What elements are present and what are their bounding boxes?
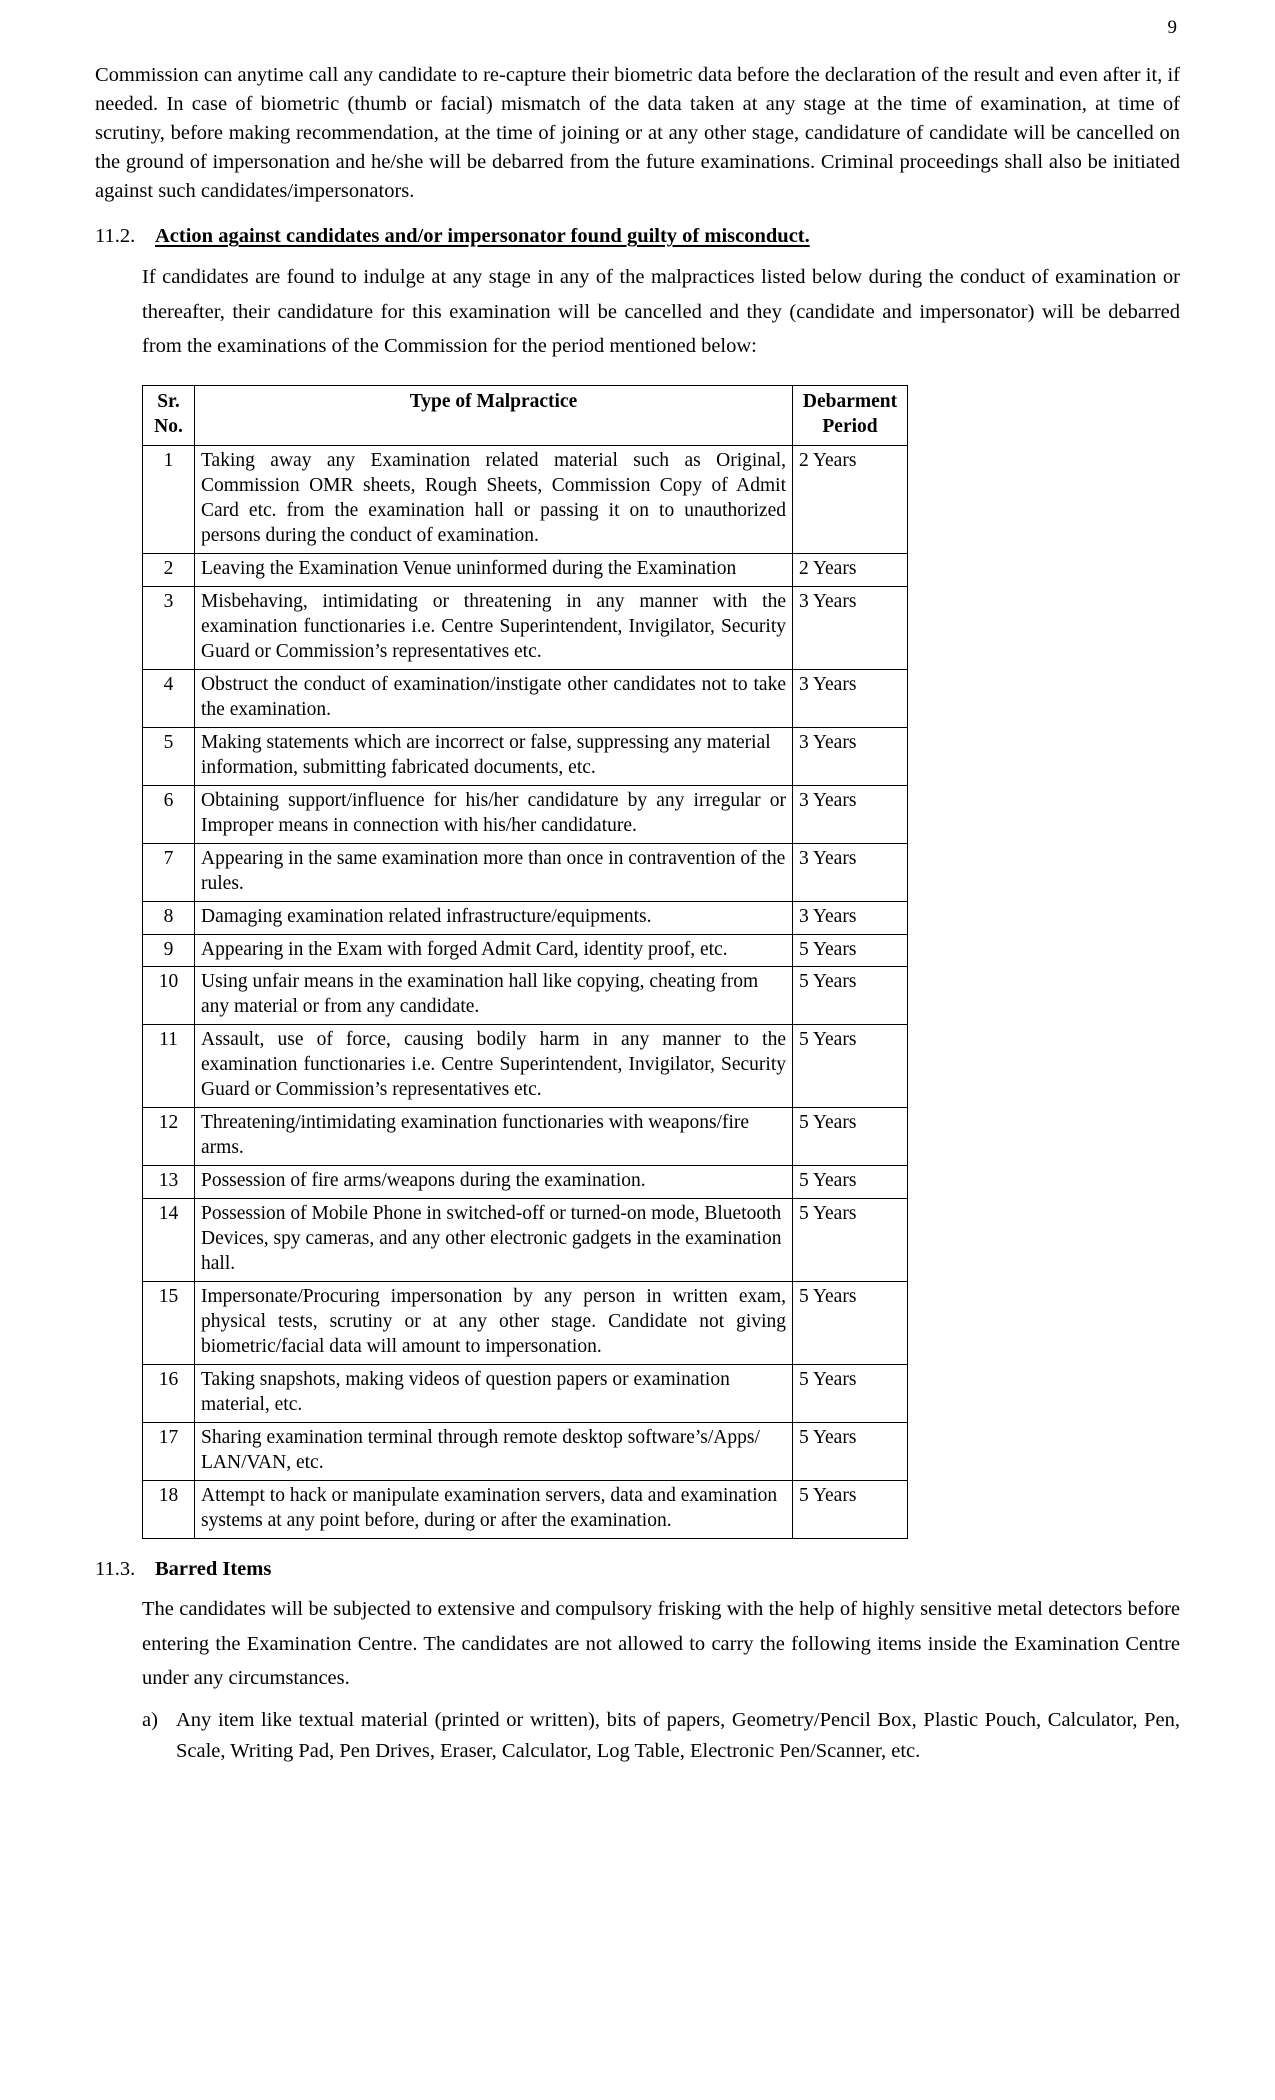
intro-paragraph: Commission can anytime call any candidate to re-capture their biometric data before the declaration of the result and even after it, if needed. In case of biometric (thumb or facial) mismatch of the data taken at any stage at the time of examination, at time of scrutiny, before making recommendation, at the time of joining or at any other stage, candidature of candidate will be cancelled on the ground of impersonation and he/she will be debarred from the future examinations. Criminal proceedings shall also be initiated against such candidates/impersonators.: [95, 63, 1180, 203]
section-11-3-paragraph: The candidates will be subjected to extensive and compulsory frisking with the help of highly sensitive metal detectors before entering the Examination Centre. The candidates are not allowed to carry the following items inside the Examination Centre under any circumstances.: [142, 1598, 1180, 1690]
cell-type: Assault, use of force, causing bodily harm in any manner to the examination functionaries i.e. Centre Superintendent, Invigilator, Security Guard or Commission’s representatives etc.: [195, 1025, 793, 1108]
table-row: [143, 1199, 908, 1282]
cell-sr-no: 14: [143, 1199, 195, 1282]
section-11-2-heading: [95, 223, 1180, 250]
cell-sr-no: 18: [143, 1480, 195, 1538]
section-11-2-title: Action against candidates and/or impersonator found guilty of misconduct.: [155, 225, 810, 248]
cell-type: Appearing in the same examination more than once in contravention of the rules.: [195, 843, 793, 901]
table-row: [143, 934, 908, 967]
sr-no-line-2: No.: [154, 416, 183, 438]
cell-sr-no: 1: [143, 446, 195, 554]
table-row: [143, 1025, 908, 1108]
column-header-sr-no: [143, 386, 195, 446]
cell-sr-no: 15: [143, 1281, 195, 1364]
cell-debarment: 5 Years: [793, 1364, 908, 1422]
cell-debarment: 3 Years: [793, 587, 908, 670]
table-row: [143, 1422, 908, 1480]
section-11-3-title: Barred Items: [155, 1557, 272, 1580]
cell-debarment: 5 Years: [793, 1281, 908, 1364]
cell-debarment: 2 Years: [793, 446, 908, 554]
cell-type: Sharing examination terminal through remote desktop software’s/Apps/ LAN/VAN, etc.: [195, 1422, 793, 1480]
cell-sr-no: 2: [143, 554, 195, 587]
cell-type: Appearing in the Exam with forged Admit Card, identity proof, etc.: [195, 934, 793, 967]
cell-sr-no: 7: [143, 843, 195, 901]
sr-no-line-1: Sr.: [157, 391, 180, 413]
cell-debarment: 5 Years: [793, 967, 908, 1025]
cell-debarment: 5 Years: [793, 1199, 908, 1282]
cell-sr-no: 6: [143, 785, 195, 843]
list-item-text: Any item like textual material (printed or written), bits of papers, Geometry/Pencil Box, Plastic Pouch, Calculator, Pen, Scale, Writing Pad, Pen Drives, Eraser, Calculator, Log Table, Electronic Pen/Scanner, etc.: [176, 1709, 1180, 1763]
table-row: [143, 1364, 908, 1422]
cell-type: Misbehaving, intimidating or threatening in any manner with the examination functionaries i.e. Centre Superintendent, Invigilator, Security Guard or Commission’s representatives etc.: [195, 587, 793, 670]
cell-debarment: 2 Years: [793, 554, 908, 587]
cell-sr-no: 9: [143, 934, 195, 967]
cell-debarment: 5 Years: [793, 1422, 908, 1480]
cell-debarment: 3 Years: [793, 843, 908, 901]
cell-sr-no: 16: [143, 1364, 195, 1422]
cell-sr-no: 4: [143, 669, 195, 727]
table-row: [143, 785, 908, 843]
cell-type: Impersonate/Procuring impersonation by any person in written exam, physical tests, scrutiny or at any other stage. Candidate not giving biometric/facial data will amount to impersonation.: [195, 1281, 793, 1364]
cell-debarment: 3 Years: [793, 901, 908, 934]
cell-sr-no: 17: [143, 1422, 195, 1480]
cell-sr-no: 8: [143, 901, 195, 934]
cell-type: Obstruct the conduct of examination/instigate other candidates not to take the examination.: [195, 669, 793, 727]
list-item: [142, 1705, 1180, 1767]
cell-type: Possession of fire arms/weapons during the examination.: [195, 1166, 793, 1199]
section-11-3-heading: [95, 1556, 1180, 1583]
debarment-line-1: Debarment: [802, 391, 898, 413]
table-row: [143, 446, 908, 554]
cell-type: Taking snapshots, making videos of question papers or examination material, etc.: [195, 1364, 793, 1422]
table-row: [143, 587, 908, 670]
cell-debarment: 3 Years: [793, 727, 908, 785]
malpractice-table-body: [143, 446, 908, 1538]
cell-type: Using unfair means in the examination hall like copying, cheating from any material or from any candidate.: [195, 967, 793, 1025]
cell-type: Taking away any Examination related material such as Original, Commission OMR sheets, Rough Sheets, Commission Copy of Admit Card etc. from the examination hall or passing it on to unauthorized persons during the conduct of examination.: [195, 446, 793, 554]
cell-type: Possession of Mobile Phone in switched-off or turned-on mode, Bluetooth Devices, spy cameras, and any other electronic gadgets in the examination hall.: [195, 1199, 793, 1282]
table-row: [143, 727, 908, 785]
table-row: [143, 1166, 908, 1199]
section-11-3-number: 11.3.: [95, 1557, 136, 1580]
table-row: [143, 1281, 908, 1364]
section-11-2-lead-paragraph: If candidates are found to indulge at any stage in any of the malpractices listed below during the conduct of examination or thereafter, their candidature for this examination will be cancelled and they (candidate and impersonator) will be debarred from the examinations of the Commission for the period mentioned below:: [142, 266, 1180, 357]
column-header-debarment-period: [793, 386, 908, 446]
cell-debarment: 5 Years: [793, 934, 908, 967]
cell-type: Making statements which are incorrect or false, suppressing any material information, submitting fabricated documents, etc.: [195, 727, 793, 785]
cell-type: Attempt to hack or manipulate examination servers, data and examination systems at any point before, during or after the examination.: [195, 1480, 793, 1538]
cell-debarment: 5 Years: [793, 1108, 908, 1166]
barred-items-list: [142, 1705, 1180, 1767]
table-row: [143, 554, 908, 587]
list-item-marker: a): [142, 1709, 158, 1732]
column-header-type-of-malpractice: Type of Malpractice: [195, 386, 793, 446]
cell-sr-no: 12: [143, 1108, 195, 1166]
table-row: [143, 1108, 908, 1166]
cell-type: Obtaining support/influence for his/her candidature by any irregular or Improper means in connection with his/her candidature.: [195, 785, 793, 843]
cell-sr-no: 11: [143, 1025, 195, 1108]
section-11-2-number: 11.2.: [95, 225, 136, 248]
cell-debarment: 3 Years: [793, 785, 908, 843]
table-row: [143, 843, 908, 901]
cell-type: Threatening/intimidating examination functionaries with weapons/fire arms.: [195, 1108, 793, 1166]
table-row: [143, 669, 908, 727]
table-row: [143, 1480, 908, 1538]
table-header-row: [143, 386, 908, 446]
cell-sr-no: 5: [143, 727, 195, 785]
cell-debarment: 5 Years: [793, 1480, 908, 1538]
cell-debarment: 3 Years: [793, 669, 908, 727]
cell-sr-no: 10: [143, 967, 195, 1025]
debarment-line-2: Period: [822, 416, 878, 438]
cell-type: Leaving the Examination Venue uninformed during the Examination: [195, 554, 793, 587]
table-row: [143, 901, 908, 934]
cell-sr-no: 3: [143, 587, 195, 670]
table-row: [143, 967, 908, 1025]
cell-type: Damaging examination related infrastructure/equipments.: [195, 901, 793, 934]
cell-debarment: 5 Years: [793, 1025, 908, 1108]
page-number: 9: [1167, 17, 1177, 38]
cell-sr-no: 13: [143, 1166, 195, 1199]
cell-debarment: 5 Years: [793, 1166, 908, 1199]
malpractice-table: [142, 385, 908, 1538]
